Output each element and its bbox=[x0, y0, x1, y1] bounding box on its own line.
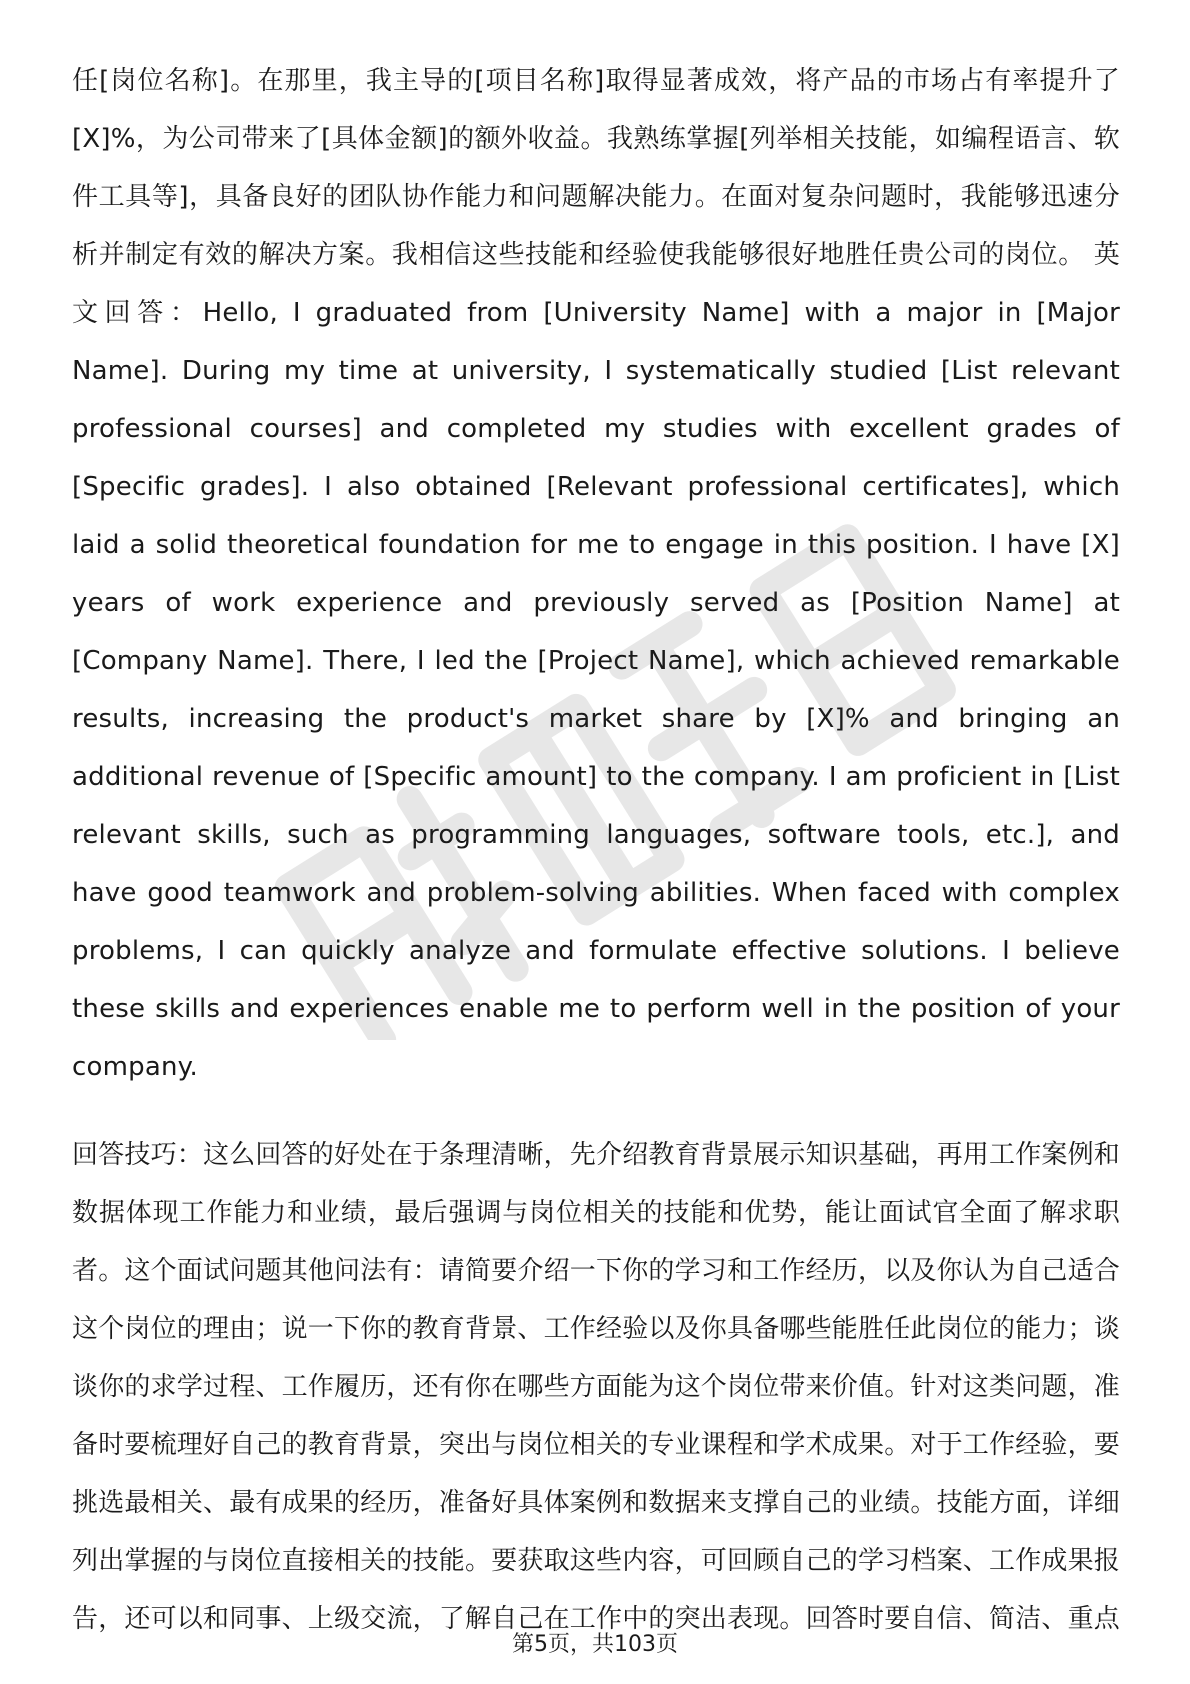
document-body bbox=[72, 52, 1120, 1648]
body-paragraph-1: 任[岗位名称]。在那里，我主导的[项目名称]取得显著成效，将产品的市场占有率提升了[X]%，为公司带来了[具体金额]的额外收益。我熟练掌握[列举相关技能，如编程语言、软件工具等]，具备良好的团队协作能力和问题解决能力。在面对复杂问题时，我能够迅速分析并制定有效的解决方案。我相信这些技能和经验使我能够很好地胜任贵公司的岗位。 英文回答：Hello, I graduated from [University Name] with a major in [Major Name]. During my time at university, I systematically studied [List relevant professional courses] and completed my studies with excellent grades of [Specific grades]. I also obtained [Relevant professional certificates], which laid a solid theoretical foundation for me to engage in this position. I have [X] years of work experience and previously served as [Position Name] at [Company Name]. There, I led the [Project Name], which achieved remarkable results, increasing the product's market share by [X]% and bringing an additional revenue of [Specific amount] to the company. I am proficient in [List relevant skills, such as programming languages, software tools, etc.], and have good teamwork and problem-solving abilities. When faced with complex problems, I can quickly analyze and formulate effective solutions. I believe these skills and experiences enable me to perform well in the position of your company. bbox=[72, 66, 1120, 1082]
page-number-footer: 第5页，共103页 bbox=[512, 1632, 678, 1657]
body-paragraph-2: 回答技巧：这么回答的好处在于条理清晰，先介绍教育背景展示知识基础，再用工作案例和数据体现工作能力和业绩，最后强调与岗位相关的技能和优势，能让面试官全面了解求职者。这个面试问题其他问法有：请简要介绍一下你的学习和工作经历，以及你认为自己适合这个岗位的理由；说一下你的教育背景、工作经验以及你具备哪些能胜任此岗位的能力；谈谈你的求学过程、工作履历，还有你在哪些方面能为这个岗位带来价值。针对这类问题，准备时要梳理好自己的教育背景，突出与岗位相关的专业课程和学术成果。对于工作经验，要挑选最相关、最有成果的经历，准备好具体案例和数据来支撑自己的业绩。技能方面，详细列出掌握的与岗位直接相关的技能。要获取这些内容，可回顾自己的学习档案、工作成果报告，还可以和同事、上级交流，了解自己在工作中的突出表现。回答时要自信、简洁、重点 bbox=[72, 1140, 1121, 1634]
paragraph-spacer bbox=[72, 1096, 1120, 1126]
